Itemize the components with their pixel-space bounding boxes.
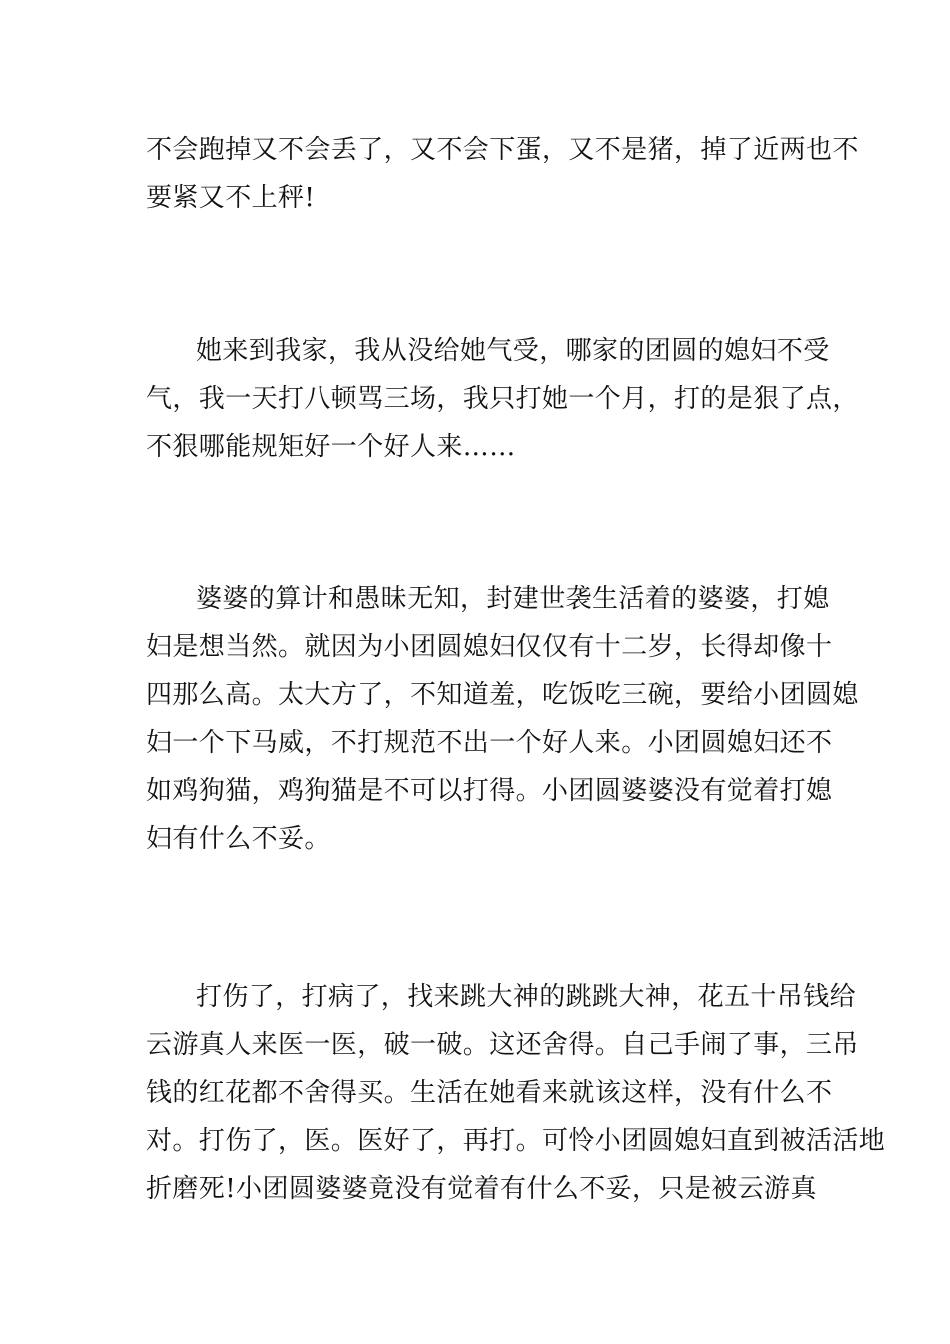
paragraph-line: 如鸡狗猫，鸡狗猫是不可以打得。小团圆婆婆没有觉着打媳 xyxy=(146,776,833,806)
paragraph-line: 不会跑掉又不会丢了，又不会下蛋，又不是猪，掉了近两也不 xyxy=(146,135,859,165)
paragraph-3 xyxy=(146,575,859,863)
paragraph-line: 对。打伤了，医。医好了，再打。可怜小团圆媳妇直到被活活地 xyxy=(146,1126,886,1156)
paragraph-line: 钱的红花都不舍得买。生活在她看来就该这样，没有什么不 xyxy=(146,1078,833,1108)
paragraph-line: 婆婆的算计和愚昧无知，封建世袭生活着的婆婆，打媳 xyxy=(196,584,830,614)
paragraph-line: 折磨死!小团圆婆婆竟没有觉着有什么不妥，只是被云游真 xyxy=(146,1174,817,1204)
paragraph-1 xyxy=(146,126,859,222)
paragraph-line: 妇一个下马威，不打规范不出一个好人来。小团圆媳妇还不 xyxy=(146,728,833,758)
paragraph-line: 妇是想当然。就因为小团圆媳妇仅仅有十二岁，长得却像十 xyxy=(146,632,833,662)
paragraph-line: 四那么高。太大方了，不知道羞，吃饭吃三碗，要给小团圆媳 xyxy=(146,680,859,710)
paragraph-line: 妇有什么不妥。 xyxy=(146,824,331,854)
paragraph-line: 要紧又不上秤! xyxy=(146,183,316,213)
paragraph-line: 她来到我家，我从没给她气受，哪家的团圆的媳妇不受 xyxy=(196,336,830,366)
paragraph-line: 不狠哪能规矩好一个好人来…… xyxy=(146,432,516,462)
paragraph-line: 云游真人来医一医，破一破。这还舍得。自己手闹了事，三吊 xyxy=(146,1030,859,1060)
paragraph-line: 打伤了，打病了，找来跳大神的跳跳大神，花五十吊钱给 xyxy=(196,982,857,1012)
paragraph-2 xyxy=(146,327,859,471)
paragraph-line: 气，我一天打八顿骂三场，我只打她一个月，打的是狠了点， xyxy=(146,384,859,414)
paragraph-4 xyxy=(146,973,886,1213)
